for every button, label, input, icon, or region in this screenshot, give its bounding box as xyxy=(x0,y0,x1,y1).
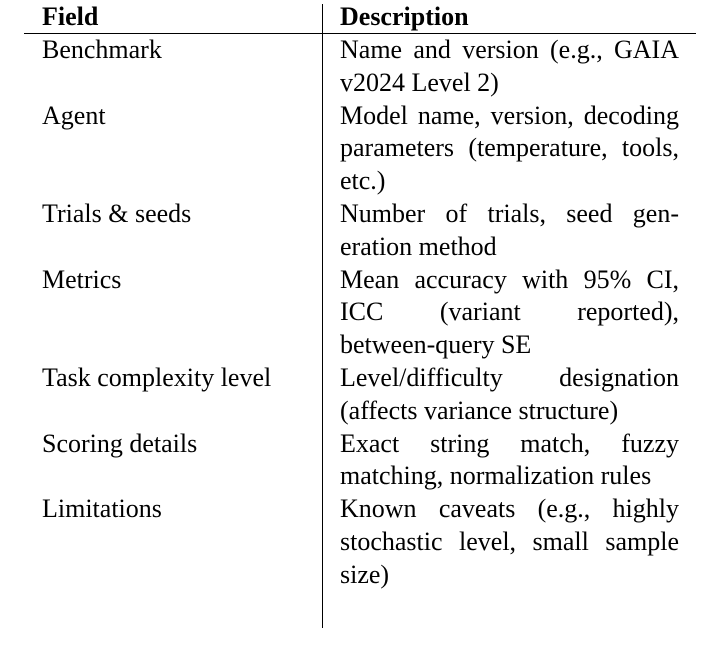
header-description: Description xyxy=(340,2,469,31)
table-row xyxy=(0,198,722,264)
description-cell: Known caveats (e.g., highly stochastic level, small sample size) xyxy=(340,494,679,589)
field-cell: Agent xyxy=(42,100,106,130)
description-cell: Name and version (e.g., GAIA v2024 Level 2) xyxy=(340,35,679,97)
description-cell: Exact string match, fuzzy matching, normalization rules xyxy=(340,428,679,491)
description-cell: Level/difficulty designation (affects variance structure) xyxy=(340,362,679,425)
field-cell: Metrics xyxy=(42,264,122,294)
table-row xyxy=(0,362,722,428)
field-cell: Scoring details xyxy=(42,428,198,458)
header-field: Field xyxy=(42,2,99,31)
field-cell: Trials & seeds xyxy=(42,198,192,228)
table-row xyxy=(0,264,722,362)
table-row xyxy=(0,493,722,591)
description-cell: Mean accuracy with 95% CI, ICC (variant reported), between-query SE xyxy=(340,264,679,360)
field-cell: Benchmark xyxy=(42,35,162,64)
field-cell: Limitations xyxy=(42,494,162,524)
description-cell: Number of trials, seed generation method xyxy=(340,198,679,261)
description-cell: Model name, version, decoding parameters (temperature, tools, etc.) xyxy=(340,100,679,196)
field-cell: Task complexity level xyxy=(42,362,272,392)
table-row xyxy=(0,34,722,100)
table-row xyxy=(0,428,722,494)
table-row xyxy=(0,100,722,198)
table-body xyxy=(0,34,722,592)
